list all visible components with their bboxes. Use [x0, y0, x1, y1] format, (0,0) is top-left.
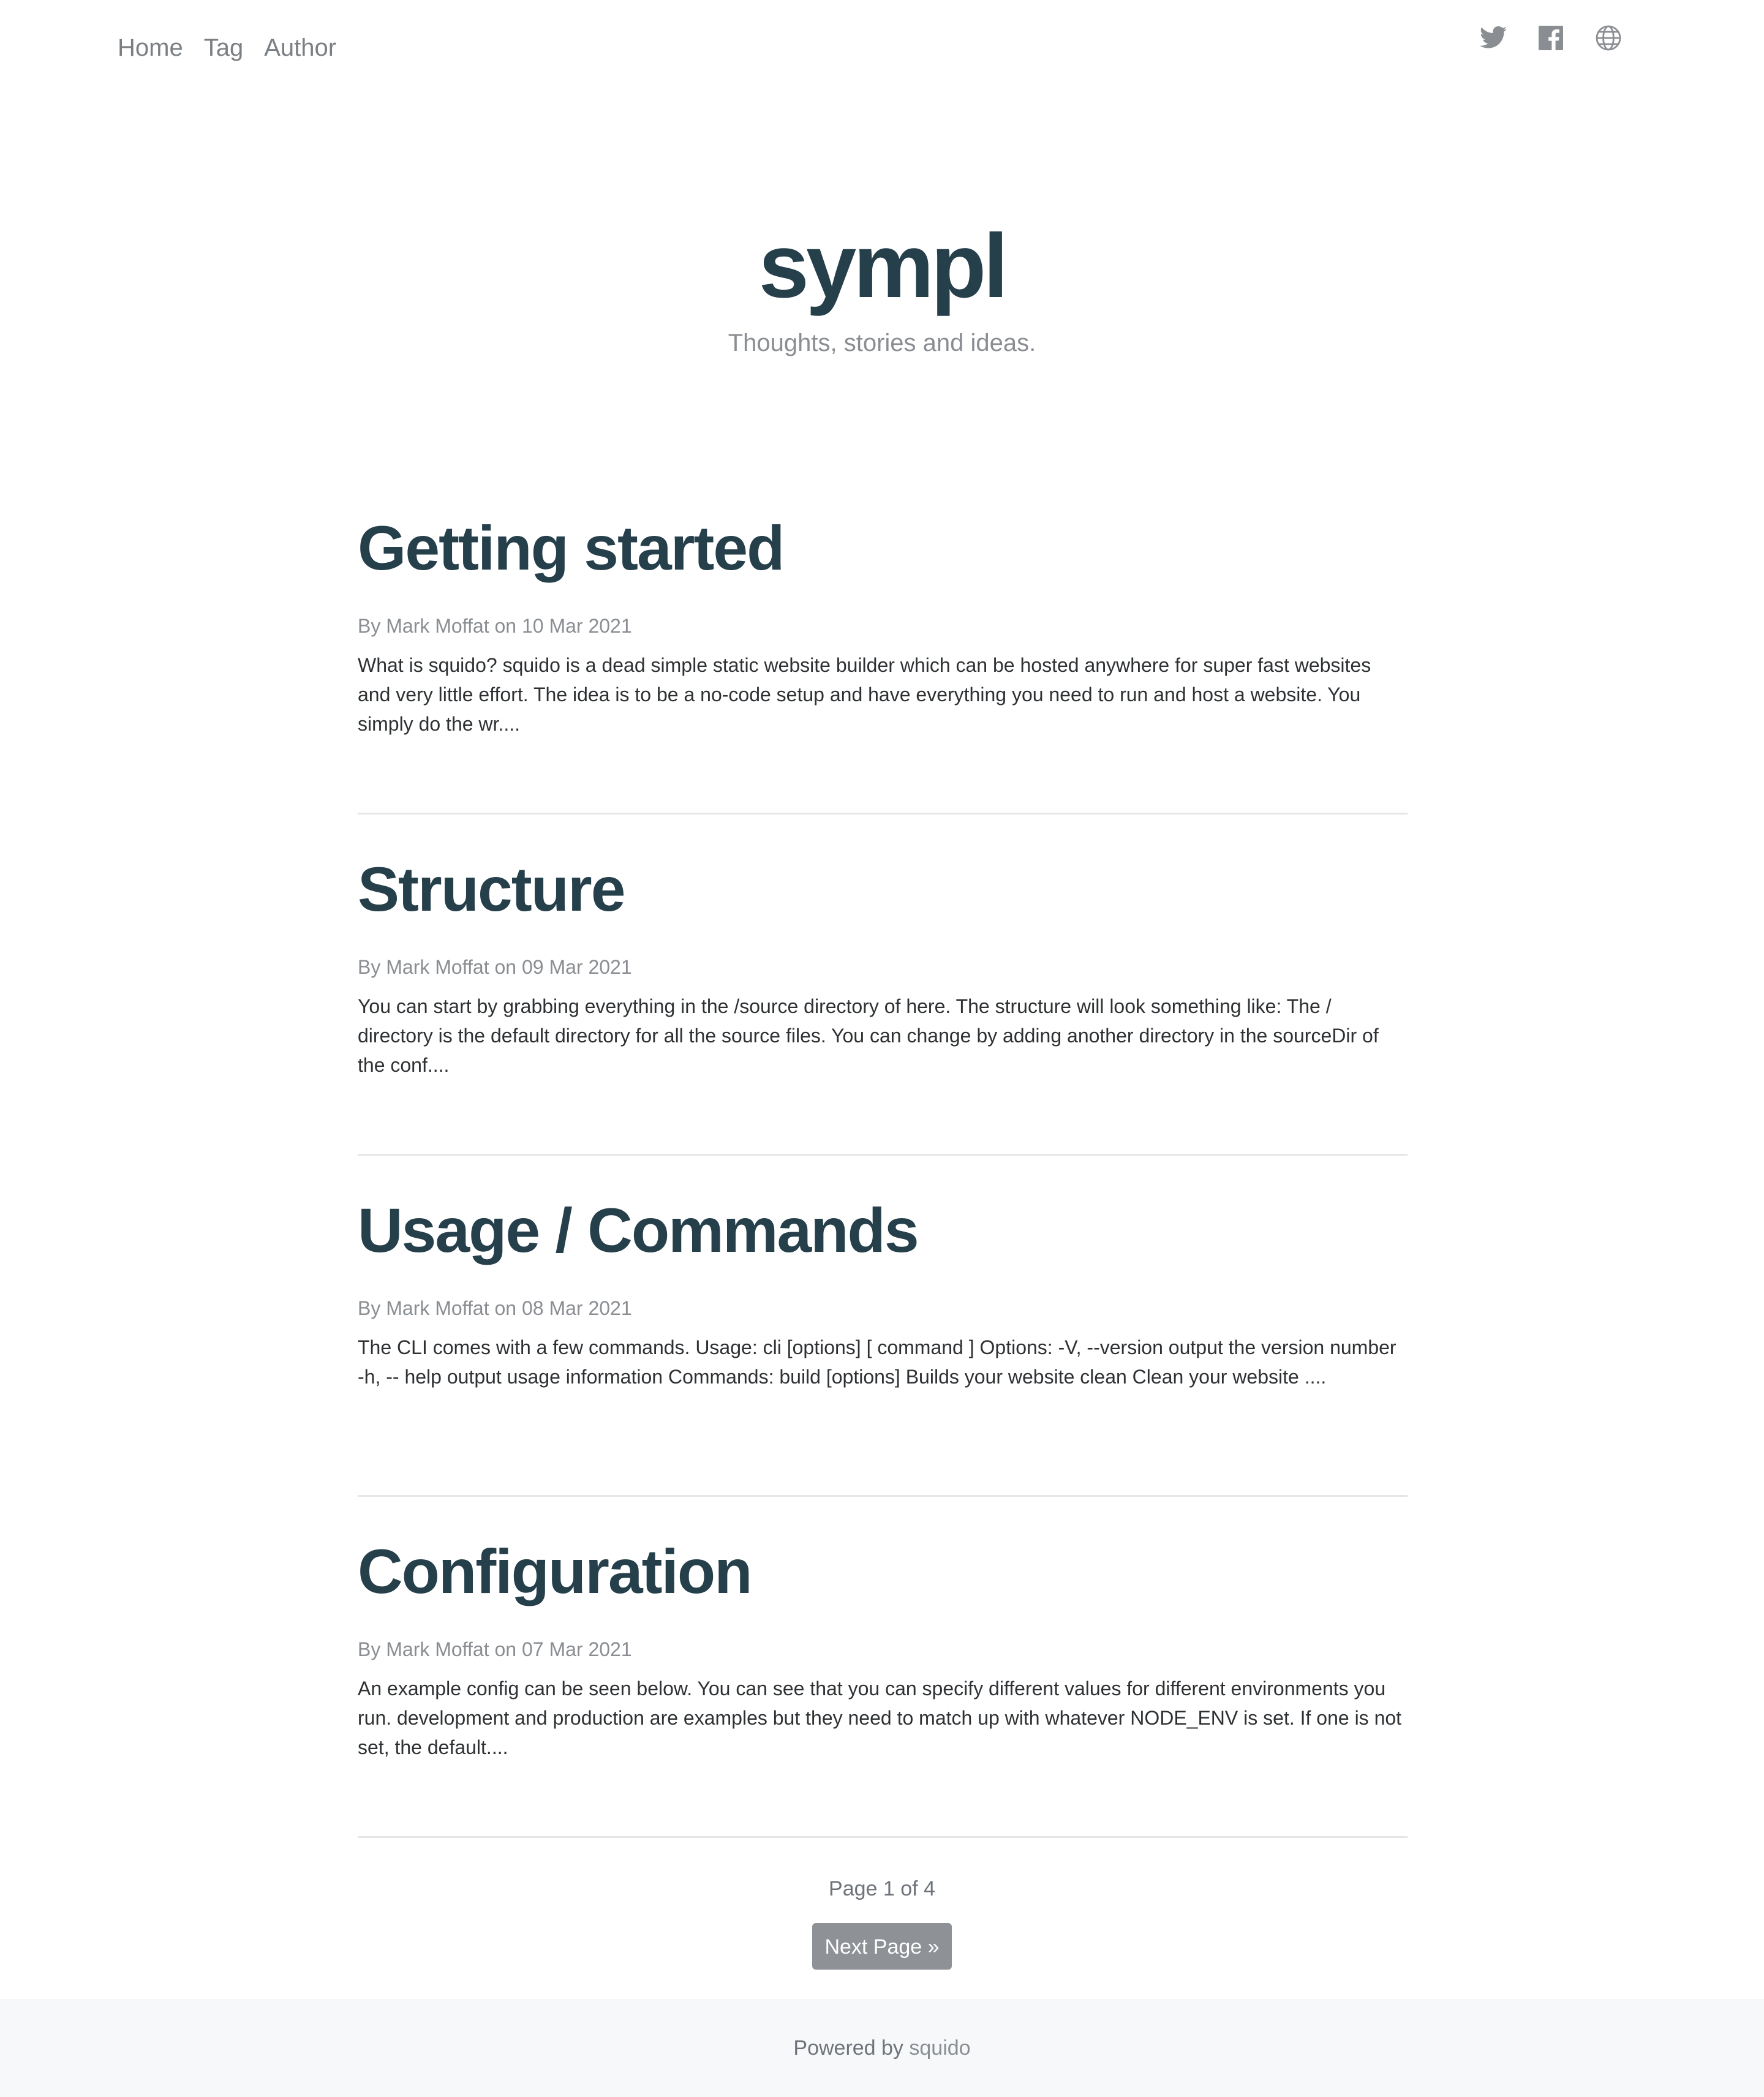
post-meta: By Mark Moffat on 07 Mar 2021: [358, 1638, 632, 1660]
nav-author-link[interactable]: Author: [264, 34, 337, 61]
post-excerpt: You can start by grabbing everything in the /source directory of here. The structure will look something like: The / directory is the default directory for all the source files. You can change by adding another directory in the sourceDir of the conf....: [358, 995, 1379, 1076]
site-description: Thoughts, stories and ideas.: [728, 329, 1036, 356]
footer-text: [0, 2033, 1764, 2063]
social-links: [1479, 23, 1623, 53]
nav-home-link[interactable]: Home: [118, 34, 183, 61]
post-title-link[interactable]: Configuration: [358, 1537, 752, 1606]
twitter-icon[interactable]: [1479, 23, 1508, 53]
post-title-link[interactable]: Usage / Commands: [358, 1195, 918, 1265]
top-nav: [118, 29, 336, 66]
post-meta: By Mark Moffat on 08 Mar 2021: [358, 1297, 632, 1319]
site-title: sympl: [758, 216, 1006, 317]
post-excerpt: An example config can be seen below. You can see that you can specify different values for different environments you run. development and production are examples but they need to match up with whatever NODE_ENV is set. If one is not set, the default....: [358, 1677, 1402, 1758]
post-item: [358, 1191, 1408, 1497]
footer: [0, 1999, 1764, 2097]
post-title-link[interactable]: Getting started: [358, 513, 784, 583]
post-item: [358, 849, 1408, 1156]
post-meta: By Mark Moffat on 09 Mar 2021: [358, 956, 632, 978]
post-title-link[interactable]: Structure: [358, 854, 625, 924]
post-item: [358, 1532, 1408, 1838]
facebook-icon[interactable]: [1536, 23, 1566, 53]
post-item: [358, 508, 1408, 815]
globe-icon[interactable]: [1594, 23, 1623, 53]
nav-tag-link[interactable]: Tag: [203, 34, 244, 61]
footer-squido-link[interactable]: squido: [909, 2036, 971, 2060]
post-meta: By Mark Moffat on 10 Mar 2021: [358, 615, 632, 637]
post-list: [358, 508, 1408, 1873]
pagination-status: Page 1 of 4: [829, 1877, 935, 1900]
footer-prefix: Powered by: [793, 2036, 910, 2060]
next-page-button[interactable]: Next Page »: [812, 1923, 952, 1970]
post-excerpt: What is squido? squido is a dead simple static website builder which can be hosted anywhere for super fast websites and very little effort. The idea is to be a no-code setup and have everything you need to run and host a website. You simply do the wr....: [358, 654, 1371, 735]
post-excerpt: The CLI comes with a few commands. Usage: cli [options] [ command ] Options: -V, --version output the version number -h, -- help output usage information Commands: build [options] Builds your website clean Clean your website ....: [358, 1336, 1396, 1388]
